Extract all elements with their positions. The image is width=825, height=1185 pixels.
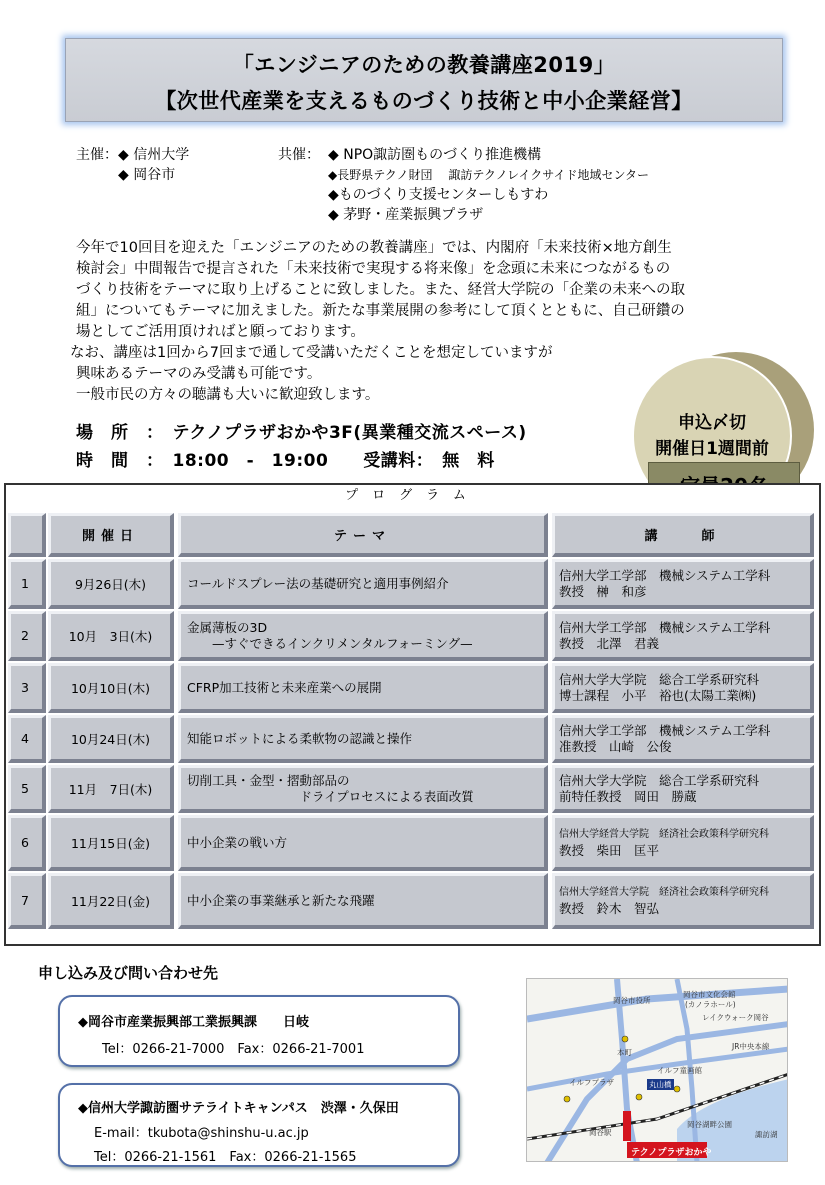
row-date: 10月 3日(木) [48, 611, 174, 661]
theme-line: ドライプロセスによる表面改質 [187, 788, 474, 804]
map-label: 岡谷市役所 [613, 996, 651, 1005]
map-label: JR中央本線 [732, 1042, 770, 1051]
row-lecturer [552, 765, 814, 813]
row-lecturer [552, 663, 814, 713]
row-lecturer [552, 559, 814, 609]
row-date: 9月26日(木) [48, 559, 174, 609]
title-box [65, 38, 783, 122]
contact-tel: Tel：0266-21-1561 Fax：0266-21-1565 [94, 1150, 357, 1165]
lecturer-name: 教授 北澤 君義 [559, 635, 660, 651]
map-label: (カノラホール) [685, 1000, 736, 1009]
theme-line: 知能ロボットによる柔軟物の認識と操作 [187, 730, 413, 746]
row-number: 4 [8, 715, 46, 763]
contact-box-shinshu [58, 1083, 460, 1167]
row-theme [178, 611, 548, 661]
main-organizer-label: 主催： [76, 147, 118, 163]
organizer-item: ◆ 岡谷市 [118, 167, 176, 183]
row-lecturer [552, 611, 814, 661]
lecturer-affiliation: 信州大学工学部 機械システム工学科 [559, 619, 771, 635]
row-date: 11月 7日(木) [48, 765, 174, 813]
theme-line: 金属薄板の3D [187, 619, 268, 635]
row-theme [178, 559, 548, 609]
map-label: 丸山橋 [649, 1080, 672, 1089]
row-theme [178, 715, 548, 763]
co-organizer-label: 共催： [278, 147, 320, 163]
map-label: 岡谷駅 [589, 1128, 612, 1137]
lecturer-name: 前特任教授 岡田 勝蔵 [559, 788, 697, 804]
intro-text: 今年で10回目を迎えた「エンジニアのための教養講座」では、内閣府「未来技術×地方創生 検討会」中間報告で提言された「未来技術で実現する将来像」を念頭に未来につながるもの づくり技術をテーマに取り上げることに致しました。また、経営大学院の「企業の未来への取 組」についてもテーマに加えました。新たな事業展開の参考にして頂くとともに、自己研鑽の 場としてご活用頂ければと願っております。 なお、講座は1回から7回まで通して受講いただくことを想定していますが 興味あるテーマのみ受講も可能です。 一般市民の方々の聴講も大いに歓迎致します。 [70, 240, 685, 403]
header-no [8, 513, 46, 557]
lecturer-name: 教授 柴田 匡平 [559, 842, 660, 858]
header-date: 開催日 [48, 513, 174, 557]
organizer-item: ◆ 信州大学 [118, 147, 190, 163]
contact-name: ◆信州大学諏訪圏サテライトキャンパス 渋澤・久保田 [78, 1101, 399, 1116]
row-theme [178, 815, 548, 871]
row-number: 1 [8, 559, 46, 609]
row-date: 11月15日(金) [48, 815, 174, 871]
row-lecturer [552, 815, 814, 871]
lecturer-name: 教授 榊 和彦 [559, 583, 647, 599]
row-number: 3 [8, 663, 46, 713]
contact-box-okaya [58, 995, 460, 1067]
map-label: イルフ童画館 [657, 1066, 702, 1075]
contact-name: ◆岡谷市産業振興部工業振興課 日岐 [78, 1015, 309, 1030]
theme-line: コールドスプレー法の基礎研究と適用事例紹介 [187, 575, 449, 591]
program-table [4, 483, 821, 946]
map-label: 岡谷湖畔公園 [687, 1120, 732, 1129]
theme-line: 中小企業の戦い方 [187, 834, 288, 850]
venue: 場 所 ： テクノプラザおかや3F(異業種交流スペース) [76, 423, 527, 443]
row-number: 7 [8, 873, 46, 929]
page-subtitle: 【次世代産業を支えるものづくり技術と中小企業経営】 [155, 89, 693, 113]
row-lecturer [552, 873, 814, 929]
organizer-item: ◆ NPO諏訪圏ものづくり推進機構 [328, 147, 542, 163]
row-theme [178, 663, 548, 713]
program-title: プログラム [345, 488, 480, 503]
row-number: 6 [8, 815, 46, 871]
co-organizers [328, 145, 649, 225]
lecturer-name: 博士課程 小平 裕也(太陽工業㈱) [559, 687, 757, 703]
lecturer-affiliation: 信州大学工学部 機械システム工学科 [559, 722, 771, 738]
row-theme [178, 873, 548, 929]
row-lecturer [552, 715, 814, 763]
lecturer-name: 准教授 山崎 公俊 [559, 738, 672, 754]
contact-tel: Tel：0266-21-7000 Fax：0266-21-7001 [102, 1042, 365, 1057]
organizer-item: ◆ 茅野・産業振興プラザ [328, 207, 484, 223]
map-label: レイクウォーク岡谷 [702, 1013, 769, 1022]
header-theme: テーマ [178, 513, 548, 557]
lecturer-affiliation: 信州大学大学院 総合工学系研究科 [559, 671, 760, 687]
map-label: イルフプラザ [569, 1078, 614, 1087]
access-map [526, 978, 788, 1162]
map-label: 本町 [617, 1048, 632, 1057]
organizer-item: ◆ものづくり支援センターしもすわ [328, 187, 549, 203]
theme-line: 切削工具・金型・摺動部品の [187, 772, 350, 788]
contact-email: E-mail：tkubota@shinshu-u.ac.jp [94, 1126, 309, 1141]
time-and-fee: 時 間 ： 18:00 - 19:00 受講料： 無 料 [76, 451, 495, 471]
row-date: 11月22日(金) [48, 873, 174, 929]
organizer-item: ◆長野県テクノ財団 諏訪テクノレイクサイド地域センター [328, 168, 649, 182]
row-theme [178, 765, 548, 813]
row-number: 5 [8, 765, 46, 813]
row-date: 10月10日(木) [48, 663, 174, 713]
theme-line: —すぐできるインクリメンタルフォーミング— [187, 635, 473, 651]
map-target-label: テクノプラザおかや [631, 1148, 712, 1158]
page-title: 「エンジニアのための教養講座2019」 [232, 53, 616, 77]
lecturer-affiliation: 信州大学経営大学院 経済社会政策科学研究科 [559, 828, 769, 840]
map-label: 岡谷市文化会館 [683, 990, 736, 999]
row-date: 10月24日(木) [48, 715, 174, 763]
deadline-badge: 申込〆切 開催日1週間前 [632, 356, 792, 516]
map-label: 諏訪湖 [755, 1130, 778, 1139]
main-organizers [118, 145, 189, 185]
lecturer-name: 教授 鈴木 智弘 [559, 900, 660, 916]
contact-title: 申し込み及び問い合わせ先 [38, 964, 219, 982]
row-number: 2 [8, 611, 46, 661]
lecturer-affiliation: 信州大学工学部 機械システム工学科 [559, 567, 771, 583]
header-lecturer: 講 師 [552, 513, 814, 557]
lecturer-affiliation: 信州大学大学院 総合工学系研究科 [559, 772, 760, 788]
lecturer-affiliation: 信州大学経営大学院 経済社会政策科学研究科 [559, 886, 769, 898]
theme-line: CFRP加工技術と未来産業への展開 [187, 679, 382, 695]
theme-line: 中小企業の事業継承と新たな飛躍 [187, 892, 375, 908]
